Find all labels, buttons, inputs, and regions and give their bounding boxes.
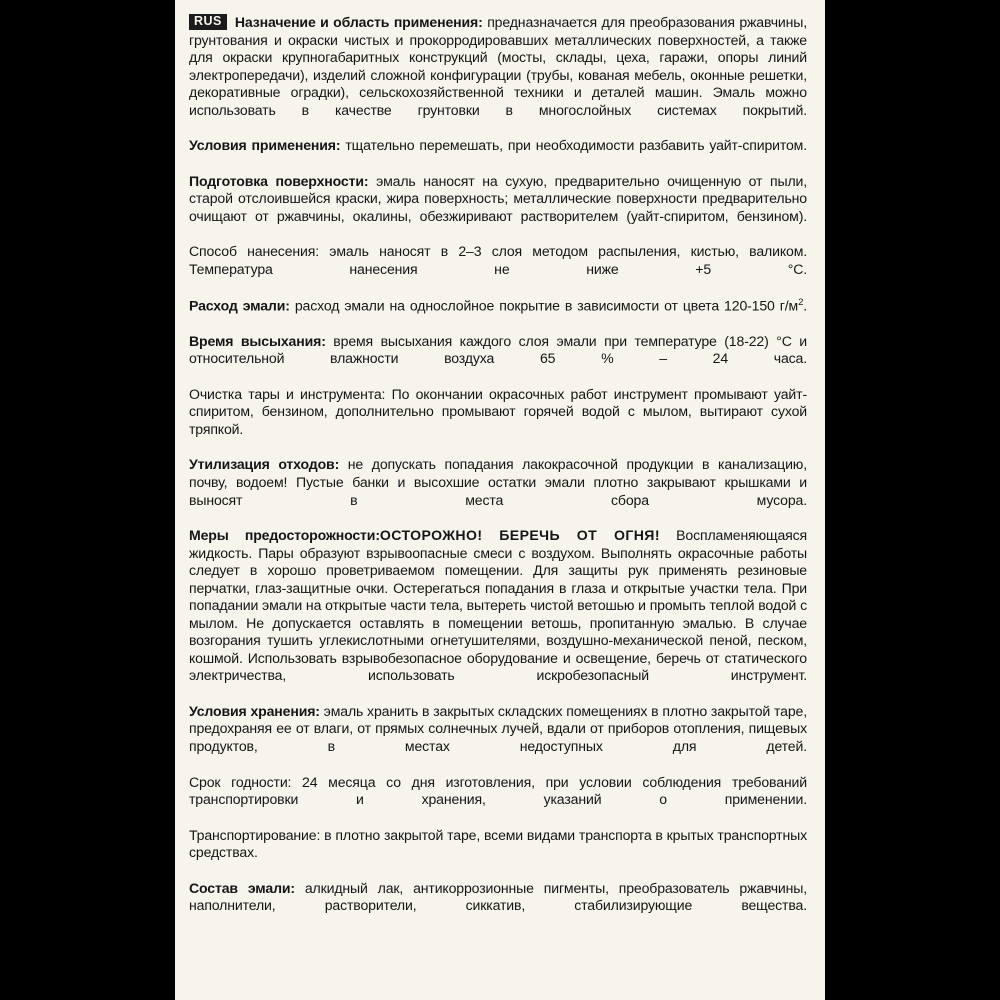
section-drying-time-body: время высыхания каждого слоя эмали при температуре (18-22) °С и относительной влажности воздуха 65 % – 24 часа. (189, 332, 808, 367)
section-precautions-body: Воспламеняющаяся жидкость. Пары образуют взрывоопасные смеси с воздухом. Выполнять окрасочные работы следует в хорошо проветриваемом помещении. Для защиты рук применять резиновые перчатки, глаз-защитные очки. Остерегаться попадания в глаза и открытые участки тела. При попадании эмали на открытые части тела, вытереть чистой ветошью и промыть теплой водой с мылом. Не допускается оставлять в помещении ветошь, пропитанную эмалью. В случае возгорания тушить углекислотными огнетушителями, воздушно-механической пеной, песком, кошмой. Использовать взрывобезопасное оборудование и освещение, беречь от статического электричества, использовать искробезопасный инструмент. (189, 527, 807, 684)
section-transportation-body: в плотно закрытой таре, всеми видами транспорта в крытых транспортных средствах. (189, 826, 807, 861)
section-composition-heading: Состав эмали: (189, 879, 295, 896)
section-cleaning (189, 386, 807, 456)
section-composition-body: алкидный лак, антикоррозионные пигменты, преобразователь ржавчины, наполнители, растворители, сиккатив, стабилизирующие вещества. (189, 879, 808, 914)
section-consumption-heading: Расход эмали: (189, 297, 290, 314)
section-waste-disposal-heading: Утилизация отходов: (189, 456, 340, 473)
language-badge: RUS (189, 14, 227, 30)
section-application-method-body: эмаль наносят в 2–3 слоя методом распыления, кистью, валиком. Температура нанесения не ниже +5 °С. (189, 243, 808, 277)
section-precautions-heading: Меры предосторожности: (189, 527, 380, 544)
section-storage (189, 703, 807, 773)
section-shelf-life-body: 24 месяца со дня изготовления, при условии соблюдения требований транспортировки и хранения, указаний о применении. (189, 773, 807, 808)
section-storage-body: эмаль хранить в закрытых складских помещениях в плотно закрытой таре, предохраняя ее от влаги, от прямых солнечных лучей, вдали от приборов отопления, пищевых продуктов, в местах недоступных для детей. (189, 702, 807, 754)
section-cleaning-heading: Очистка тары и инструмента: (189, 385, 386, 402)
section-consumption-body-tail: . (803, 297, 808, 314)
section-surface-preparation-heading: Подготовка поверхности: (189, 172, 369, 189)
section-shelf-life (189, 774, 807, 827)
product-label-panel (175, 0, 825, 1000)
section-storage-heading: Условия хранения: (189, 702, 320, 719)
section-consumption (189, 297, 807, 333)
section-precautions (189, 527, 807, 702)
section-purpose-heading: Назначение и область применения: (234, 14, 483, 30)
section-consumption-superscript: 2 (798, 296, 804, 308)
section-conditions-of-use-body: тщательно перемешать, при необходимости разбавить уайт-спиритом. (340, 137, 807, 154)
section-conditions-of-use (189, 137, 807, 172)
section-shelf-life-heading: Срок годности: (189, 773, 292, 790)
section-surface-preparation (189, 173, 807, 243)
section-consumption-body: расход эмали на однослойное покрытие в зависимости от цвета 120-150 г/м (289, 297, 799, 314)
section-application-method (189, 243, 807, 296)
section-application-method-heading: Способ нанесения: (189, 243, 319, 260)
section-transportation (189, 827, 807, 880)
section-purpose (189, 14, 807, 137)
section-waste-disposal (189, 456, 807, 526)
section-transportation-heading: Транспортирование: (189, 826, 321, 843)
section-purpose-body: предназначается для преобразования ржавчины, грунтования и окраски чистых и прокорродировавших металлических поверхностей, а также для окраски крупногабаритных конструкций (мосты, склады, цеха, гаражи, опоры линий электропередачи), изделий сложной конфигурации (трубы, кованая мебель, оконные решетки, декоративные оградки), сельскохозяйственной техники и деталей машин. Эмаль можно использовать в качестве грунтовки в многослойных системах покрытий. (189, 14, 807, 118)
section-surface-preparation-body: эмаль наносят на сухую, предварительно очищенную от пыли, старой отслоившейся краски, жира поверхность; металлические поверхности предварительно очищают от ржавчины, окалины, обезжиривают растворителем (уайт-спиритом, бензином). (189, 172, 808, 224)
section-precautions-warning: ОСТОРОЖНО! БЕРЕЧЬ ОТ ОГНЯ! (379, 527, 660, 544)
section-composition (189, 880, 807, 933)
section-drying-time (189, 333, 807, 386)
section-cleaning-body: По окончании окрасочных работ инструмент промывают уайт-спиритом, бензином, дополнительно промывают горячей водой с мылом, вытирают сухой тряпкой. (189, 385, 807, 437)
section-waste-disposal-body: не допускать попадания лакокрасочной продукции в канализацию, почву, водоем! Пустые банки и высохшие остатки эмали плотно закрывают крышками и выносят в места сбора мусора. (189, 456, 807, 508)
section-drying-time-heading: Время высыхания: (189, 332, 326, 349)
section-conditions-of-use-heading: Условия применения: (189, 137, 341, 154)
